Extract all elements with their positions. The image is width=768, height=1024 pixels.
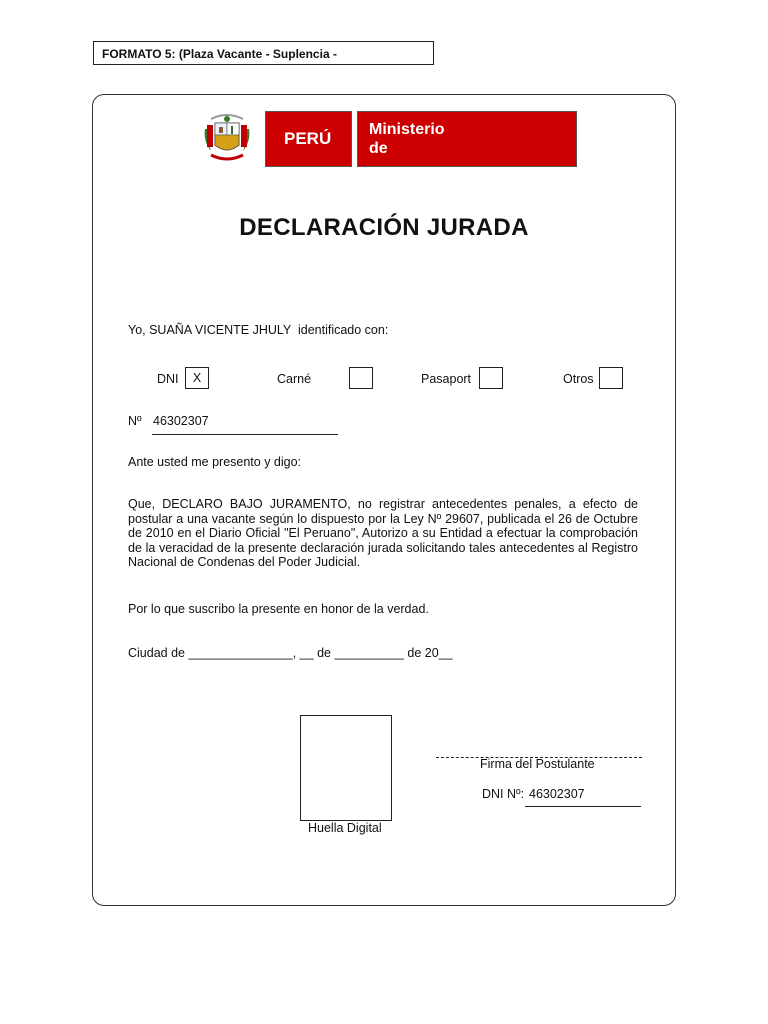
peru-coat-of-arms-icon xyxy=(201,111,253,167)
signature-label: Firma del Postulante xyxy=(480,757,595,771)
id-type-otros-label: Otros xyxy=(563,372,594,386)
id-type-pasaport-checkbox[interactable] xyxy=(479,367,503,389)
id-type-carne-checkbox[interactable] xyxy=(349,367,373,389)
id-type-otros-checkbox[interactable] xyxy=(599,367,623,389)
id-type-dni-checkbox[interactable]: X xyxy=(185,367,209,389)
document-title: DECLARACIÓN JURADA xyxy=(239,214,529,241)
signature-dni-label: DNI Nº: xyxy=(482,787,525,801)
peru-logo-box xyxy=(265,111,352,167)
ministry-line-1: Ministerio xyxy=(369,121,445,138)
fingerprint-box xyxy=(300,715,392,821)
format-label: FORMATO 5: (Plaza Vacante - Suplencia - xyxy=(93,41,434,65)
number-value[interactable]: 46302307 xyxy=(153,414,209,428)
number-label: Nº xyxy=(128,414,142,428)
declaration-paragraph: Que, DECLARO BAJO JURAMENTO, no registrar antecedentes penales, a efecto de postular a una vacante según lo dispuesto por la Ley Nº 29607, publicada el 26 de Octubre de 2010 en el Diario Oficial "El Peruano", Autorizo a su Entidad a efectuar la comprobación de la veracidad de la presente declaración jurada solicitando tales antecedentes al Registro Nacional de Condenas del Poder Judicial. xyxy=(128,497,638,569)
ministry-line-2: de xyxy=(369,140,388,157)
intro-text: Yo, SUAÑA VICENTE JHULY identificado con: xyxy=(128,323,389,337)
peru-label: PERÚ xyxy=(284,129,332,148)
address-line: Ante usted me presento y digo: xyxy=(128,455,302,469)
fingerprint-label: Huella Digital xyxy=(308,821,382,835)
id-type-dni-label: DNI xyxy=(157,372,179,386)
city-date-line: Ciudad de _______________, __ de __________ de 20__ xyxy=(128,646,453,660)
number-underline xyxy=(152,434,338,435)
signature-dni-underline xyxy=(525,806,641,807)
ministry-logo-box xyxy=(357,111,577,167)
signature-dni-value[interactable]: 46302307 xyxy=(529,787,585,801)
id-type-pasaport-label: Pasaport xyxy=(421,372,472,386)
id-type-carne-label: Carné xyxy=(277,372,312,386)
closing-text: Por lo que suscribo la presente en honor de la verdad. xyxy=(128,602,429,616)
